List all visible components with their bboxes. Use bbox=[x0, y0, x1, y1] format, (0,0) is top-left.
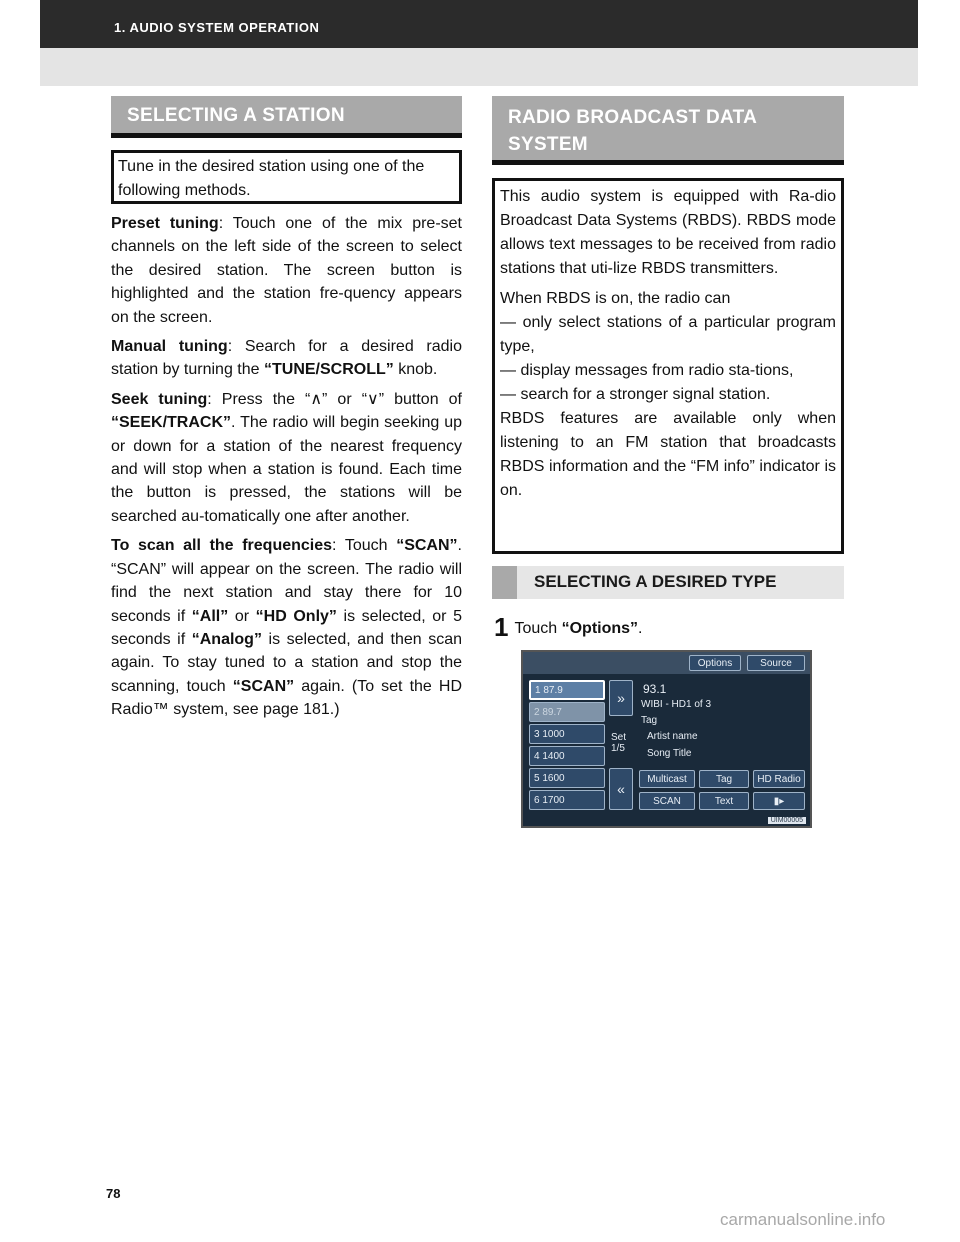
preset-tuning-paragraph: Preset tuning: Touch one of the mix pre-set channels on the left side of the screen to select the desired station. The screen button is highlighted and the station fre-quency appears on the screen. bbox=[111, 215, 462, 326]
heading-selecting-station: SELECTING A STATION bbox=[111, 96, 462, 138]
preset-5[interactable]: 5 1600 bbox=[529, 768, 605, 788]
scan-button[interactable]: SCAN bbox=[639, 792, 695, 810]
subheading-marker bbox=[492, 566, 517, 599]
rbds-box bbox=[492, 178, 844, 554]
subheading-desired-type: SELECTING A DESIRED TYPE bbox=[492, 566, 844, 599]
set-label: Set 1/5 bbox=[611, 732, 627, 754]
left-body bbox=[111, 212, 462, 728]
seek-back-button[interactable]: « bbox=[609, 768, 633, 810]
heading-rbds: RADIO BROADCAST DATA SYSTEM bbox=[492, 96, 844, 165]
figure-code: UIM00005 bbox=[768, 817, 806, 824]
seek-tuning-paragraph: Seek tuning: Press the “∧” or “∨” button of “SEEK/TRACK”. The radio will begin seeking up or down for a station of the nearest frequency and will stop when a station is found. Each time the button is pressed, the stations will be searched au-tomatically one after another. bbox=[111, 390, 462, 525]
step-1: 1 Touch “Options”. bbox=[494, 612, 643, 642]
preset-1[interactable]: 1 87.9 bbox=[529, 680, 605, 700]
speaker-icon: ▮▸ bbox=[773, 795, 785, 807]
rbds-line: — only select stations of a particular program type, bbox=[500, 314, 836, 355]
preset-6[interactable]: 6 1700 bbox=[529, 790, 605, 810]
manual-tuning-paragraph: Manual tuning: Search for a desired radio station by turning the “TUNE/SCROLL” knob. bbox=[111, 338, 462, 379]
song-title: Song Title bbox=[647, 748, 692, 759]
rbds-line: — search for a stronger signal station. bbox=[500, 386, 771, 403]
artist-name: Artist name bbox=[647, 731, 698, 742]
page-number: 78 bbox=[106, 1186, 121, 1201]
multicast-button[interactable]: Multicast bbox=[639, 770, 695, 788]
rbds-line: RBDS features are available only when listening to an FM station that broadcasts RBDS information and the “FM info” indicator is on. bbox=[500, 410, 836, 499]
tag-button[interactable]: Tag bbox=[699, 770, 749, 788]
scan-paragraph: To scan all the frequencies: Touch “SCAN”. “SCAN” will appear on the screen. The radio will find the next station and stay there for 10 seconds if “All” or “HD Only” is selected, or 5 seconds if “Analog” is selected, and then scan again. To stay tuned to a station and stop the scanning, touch “SCAN” again. (To set the HD Radio™ system, see page 181.) bbox=[111, 537, 463, 719]
watermark: carmanualsonline.info bbox=[720, 1210, 886, 1229]
intro-text: Tune in the desired station using one of the following methods. bbox=[118, 158, 425, 199]
options-button[interactable]: Options bbox=[689, 655, 741, 671]
source-button[interactable]: Source bbox=[747, 655, 805, 671]
rbds-line: — display messages from radio sta-tions, bbox=[500, 362, 794, 379]
seek-forward-button[interactable]: » bbox=[609, 680, 633, 716]
header-band bbox=[40, 48, 918, 86]
rbds-intro: This audio system is equipped with Ra-dio Broadcast Data Systems (RBDS). RBDS mode allows text messages to be received from radio stations that uti-lize RBDS transmitters. bbox=[500, 188, 836, 277]
sound-button[interactable] bbox=[753, 792, 805, 810]
rbds-line: When RBDS is on, the radio can bbox=[500, 290, 731, 307]
station-frequency: 93.1 bbox=[643, 682, 667, 696]
preset-2[interactable]: 2 89.7 bbox=[529, 702, 605, 722]
section-title: 1. AUDIO SYSTEM OPERATION bbox=[114, 20, 320, 35]
intro-box bbox=[111, 150, 462, 204]
preset-4[interactable]: 4 1400 bbox=[529, 746, 605, 766]
channel-name: WIBI - HD1 of 3 bbox=[641, 699, 712, 710]
hd-radio-button[interactable]: HD Radio bbox=[753, 770, 805, 788]
preset-3[interactable]: 3 1000 bbox=[529, 724, 605, 744]
text-button[interactable]: Text bbox=[699, 792, 749, 810]
radio-screen-illustration bbox=[521, 650, 812, 828]
tag-label: Tag bbox=[641, 715, 658, 726]
